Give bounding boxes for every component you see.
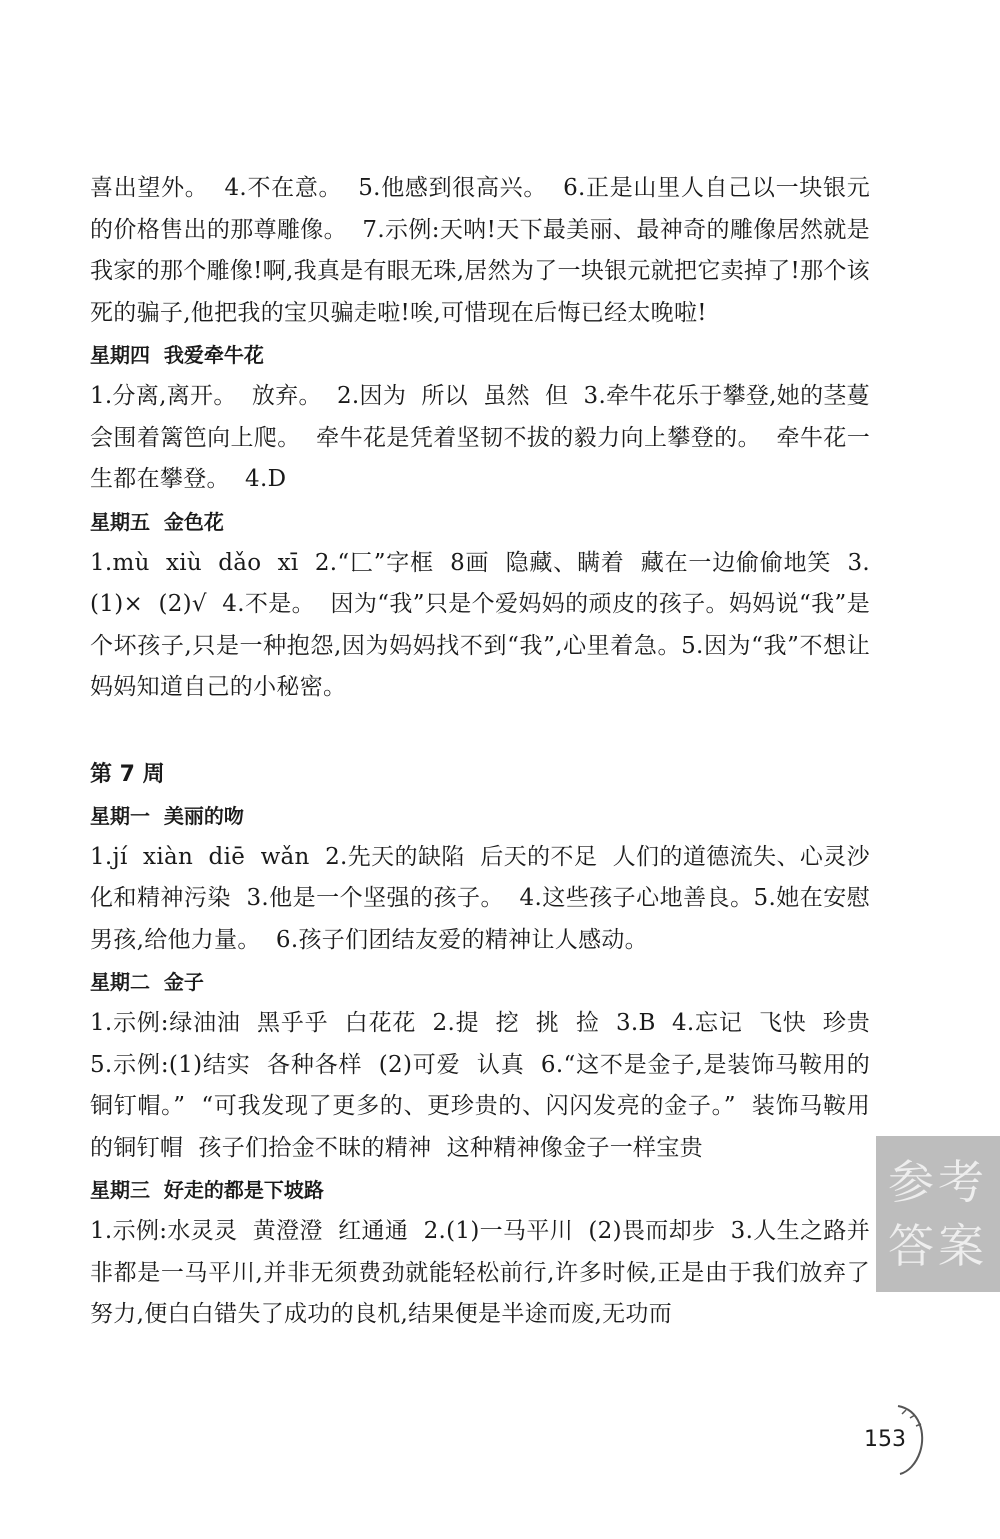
thursday-section: [90, 336, 870, 501]
intro-paragraph: 喜出望外。 4.不在意。 5.他感到很高兴。 6.正是山里人自己以一块银元的价格售出的那尊雕像。 7.示例:天呐!天下最美丽、最神奇的雕像居然就是我家的那个雕像!啊,我真是有眼无珠,居然为了一块银元就把它卖掉了!那个该死的骗子,他把我的宝贝骗走啦!唉,可惜现在后悔已经太晚啦!: [90, 175, 870, 326]
week7-wednesday-section: [90, 1171, 870, 1336]
thursday-heading: 星期四 我爱牵牛花: [90, 343, 264, 367]
monday-heading: 星期一 美丽的吻: [90, 803, 244, 828]
week7-monday-section: [90, 797, 870, 962]
answer-key-side-tab: [876, 1136, 1000, 1292]
friday-heading: 星期五 金色花: [90, 509, 224, 534]
wednesday-answers: 1.示例:水灵灵 黄澄澄 红通通 2.(1)一马平川 (2)畏而却步 3.人生之路并非都是一马平川,并非无须费劲就能轻松前行,许多时候,正是由于我们放弃了努力,便白白错失了成功的良机,结果便是半途而废,无功而: [90, 1218, 870, 1327]
side-tab-label: 参考答案: [888, 1155, 988, 1273]
page-number: 153: [864, 1427, 906, 1452]
week7-tuesday-section: [90, 963, 886, 1169]
answer-content: [90, 168, 886, 1336]
tuesday-answers: 1.示例:绿油油 黑乎乎 白花花 2.提 挖 挑 捡 3.B 4.忘记 飞快 珍贵 5.示例:(1)结实 各种各样 (2)可爱 认真 6.“这不是金子,是装饰马鞍用的铜钉帽。” “可我发现了更多的、更珍贵的、闪闪发亮的金子。” 装饰马鞍用的铜钉帽 孩子们拾金不昧的精神 这种精神像金子一样宝贵: [90, 1010, 886, 1161]
friday-section: [90, 503, 870, 709]
page-number-badge: [850, 1400, 930, 1480]
monday-answers: 1.jí xiàn diē wǎn 2.先天的缺陷 后天的不足 人们的道德流失、心灵沙化和精神污染 3.他是一个坚强的孩子。 4.这些孩子心地善良。5.她在安慰男孩,给他力量。 6.孩子们团结友爱的精神让人感动。: [90, 843, 870, 953]
wednesday-heading: 星期三 好走的都是下坡路: [90, 1178, 324, 1202]
week7-heading: 第 7 周: [90, 761, 165, 787]
tuesday-heading: 星期二 金子: [90, 970, 204, 994]
friday-answers: 1.mù xiù dǎo xī 2.“匚”字框 8画 隐藏、瞒着 藏在一边偷偷地笑 3.(1)× (2)√ 4.不是。 因为“我”只是个爱妈妈的顽皮的孩子。妈妈说“我”是个坏孩子,只是一种抱怨,因为妈妈找不到“我”,心里着急。5.因为“我”不想让妈妈知道自己的小秘密。: [90, 549, 870, 700]
thursday-answers: 1.分离,离开。 放弃。 2.因为 所以 虽然 但 3.牵牛花乐于攀登,她的茎蔓会围着篱笆向上爬。 牵牛花是凭着坚韧不拔的毅力向上攀登的。 牵牛花一生都在攀登。 4.D: [90, 383, 870, 492]
